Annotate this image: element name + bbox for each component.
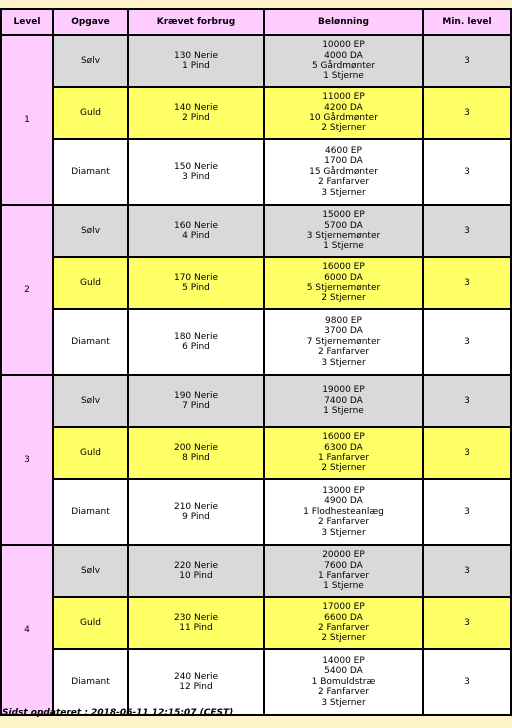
cell-line: 14000 EP (322, 655, 365, 666)
cell-line: 1 Flodhesteanlæg (303, 506, 384, 517)
cell-line: 4200 DA (324, 102, 363, 113)
cell-line: 7400 DA (324, 395, 363, 406)
last-updated: Sidst opdateret : 2018-06-11 12:15:07 (CEST) (2, 708, 234, 718)
cost-cell (128, 375, 264, 427)
cost-cell (128, 649, 264, 715)
cell-line: 19000 EP (322, 385, 365, 396)
cell-line: 6600 DA (324, 612, 363, 623)
cell-line: 2 Fanfarver (317, 177, 370, 188)
min-level-cell: 3 (423, 597, 511, 649)
reward-cell (264, 139, 423, 205)
cell-line: 7600 DA (324, 560, 363, 571)
cell-line: 11 Pind (179, 623, 213, 633)
cell-line: 4000 DA (324, 50, 363, 61)
cell-line: 17000 EP (322, 602, 365, 613)
reward-cell (264, 257, 423, 309)
cell-line: 180 Nerie (173, 331, 219, 342)
cell-line: 4900 DA (324, 496, 363, 507)
cell-line: 1700 DA (324, 156, 363, 167)
cell-line: 6000 DA (324, 272, 363, 283)
min-level-cell: 3 (423, 309, 511, 375)
table-row (1, 479, 511, 545)
cell-line: 2 Fanfarver (317, 687, 370, 698)
cell-line: 15 Gårdmønter (309, 166, 378, 177)
cell-line: 10000 EP (322, 40, 365, 51)
cell-line: 5 Gårdmønter (311, 61, 376, 71)
header-level: Level (1, 9, 53, 35)
reward-cell (264, 545, 423, 597)
table-row (1, 87, 511, 139)
cell-line: 1 Stjerne (323, 71, 364, 82)
reward-cell (264, 87, 423, 139)
header-row (1, 9, 511, 35)
level-cell: 3 (1, 375, 53, 545)
task-cell: Sølv (53, 205, 128, 257)
cell-line: 1 Fanfarver (317, 453, 370, 463)
cost-cell (128, 35, 264, 87)
cost-cell (128, 139, 264, 205)
cell-line: 5 Pind (182, 283, 210, 293)
cell-line: 3 Stjernemønter (306, 231, 381, 241)
cell-line: 2 Fanfarver (317, 517, 370, 528)
reward-cell (264, 35, 423, 87)
header-min-level: Min. level (423, 9, 511, 35)
task-table (0, 8, 512, 716)
cost-cell (128, 427, 264, 479)
min-level-cell: 3 (423, 375, 511, 427)
min-level-cell: 3 (423, 87, 511, 139)
table-row (1, 35, 511, 87)
cell-line: 1 Bomuldstræ (311, 676, 376, 687)
task-cell: Guld (53, 87, 128, 139)
table-row (1, 309, 511, 375)
cell-line: 8 Pind (182, 453, 210, 463)
header-reward: Belønning (264, 9, 423, 35)
min-level-cell: 3 (423, 257, 511, 309)
cell-line: 4600 EP (325, 145, 362, 156)
cell-line: 7 Stjernemønter (306, 336, 381, 347)
task-cell: Diamant (53, 649, 128, 715)
cost-cell (128, 597, 264, 649)
cell-line: 3 Stjerner (321, 187, 366, 198)
min-level-cell: 3 (423, 427, 511, 479)
cell-line: 2 Pind (182, 113, 210, 123)
cell-line: 11000 EP (322, 92, 365, 103)
cell-line: 200 Nerie (173, 442, 219, 453)
cell-line: 170 Nerie (173, 272, 219, 283)
cell-line: 3 Stjerner (321, 357, 366, 368)
cell-line: 1 Fanfarver (317, 571, 370, 581)
level-cell: 1 (1, 35, 53, 205)
task-cell: Sølv (53, 545, 128, 597)
task-cell: Diamant (53, 479, 128, 545)
task-cell: Guld (53, 257, 128, 309)
cell-line: 3 Stjerner (321, 697, 366, 708)
table-row (1, 375, 511, 427)
cell-line: 2 Stjerner (321, 633, 366, 644)
cost-cell (128, 205, 264, 257)
min-level-cell: 3 (423, 649, 511, 715)
cost-cell (128, 87, 264, 139)
cell-line: 3 Pind (182, 172, 210, 182)
cell-line: 6300 DA (324, 442, 363, 453)
cost-cell (128, 257, 264, 309)
min-level-cell: 3 (423, 479, 511, 545)
table-row (1, 545, 511, 597)
task-cell: Diamant (53, 139, 128, 205)
cell-line: 1 Stjerne (323, 241, 364, 252)
cell-line: 12 Pind (179, 682, 213, 692)
cell-line: 2 Fanfarver (317, 347, 370, 358)
cell-line: 5 Stjernemønter (306, 283, 381, 293)
table-row (1, 139, 511, 205)
cell-line: 2 Stjerner (321, 293, 366, 304)
cell-line: 130 Nerie (173, 50, 219, 61)
cell-line: 190 Nerie (173, 390, 219, 401)
reward-cell (264, 597, 423, 649)
cell-line: 15000 EP (322, 210, 365, 221)
table-row (1, 649, 511, 715)
cell-line: 4 Pind (182, 231, 210, 241)
cell-line: 5700 DA (324, 220, 363, 231)
table-row (1, 205, 511, 257)
cell-line: 10 Pind (179, 571, 213, 581)
reward-cell (264, 479, 423, 545)
cell-line: 1 Pind (182, 61, 210, 71)
reward-cell (264, 309, 423, 375)
cell-line: 7 Pind (182, 401, 210, 411)
cell-line: 9800 EP (325, 315, 362, 326)
reward-cell (264, 205, 423, 257)
cell-line: 230 Nerie (173, 612, 219, 623)
min-level-cell: 3 (423, 205, 511, 257)
cost-cell (128, 309, 264, 375)
cell-line: 160 Nerie (173, 220, 219, 231)
cell-line: 2 Stjerner (321, 123, 366, 134)
cell-line: 3 Stjerner (321, 527, 366, 538)
task-cell: Sølv (53, 375, 128, 427)
reward-cell (264, 375, 423, 427)
table-row (1, 597, 511, 649)
level-cell: 2 (1, 205, 53, 375)
header-task: Opgave (53, 9, 128, 35)
cell-line: 16000 EP (322, 432, 365, 443)
level-cell: 4 (1, 545, 53, 715)
reward-cell (264, 427, 423, 479)
cell-line: 5400 DA (324, 666, 363, 677)
min-level-cell: 3 (423, 545, 511, 597)
cell-line: 9 Pind (182, 512, 210, 522)
task-cell: Diamant (53, 309, 128, 375)
cell-line: 1 Stjerne (323, 406, 364, 417)
table-body (1, 35, 511, 715)
reward-cell (264, 649, 423, 715)
cell-line: 13000 EP (322, 485, 365, 496)
cost-cell (128, 479, 264, 545)
cell-line: 140 Nerie (173, 102, 219, 113)
cell-line: 150 Nerie (173, 161, 219, 172)
cell-line: 16000 EP (322, 262, 365, 273)
cell-line: 210 Nerie (173, 501, 219, 512)
min-level-cell: 3 (423, 139, 511, 205)
cell-line: 3700 DA (324, 326, 363, 337)
cell-line: 1 Stjerne (323, 581, 364, 592)
cell-line: 10 Gårdmønter (309, 113, 378, 123)
table-row (1, 257, 511, 309)
task-cell: Sølv (53, 35, 128, 87)
cell-line: 240 Nerie (173, 671, 219, 682)
cell-line: 2 Stjerner (321, 463, 366, 474)
cell-line: 220 Nerie (173, 560, 219, 571)
cell-line: 20000 EP (322, 550, 365, 561)
table-row (1, 427, 511, 479)
task-cell: Guld (53, 427, 128, 479)
task-cell: Guld (53, 597, 128, 649)
min-level-cell: 3 (423, 35, 511, 87)
cell-line: 2 Fanfarver (317, 623, 370, 633)
cell-line: 6 Pind (182, 342, 210, 352)
header-cost: Krævet forbrug (128, 9, 264, 35)
cost-cell (128, 545, 264, 597)
